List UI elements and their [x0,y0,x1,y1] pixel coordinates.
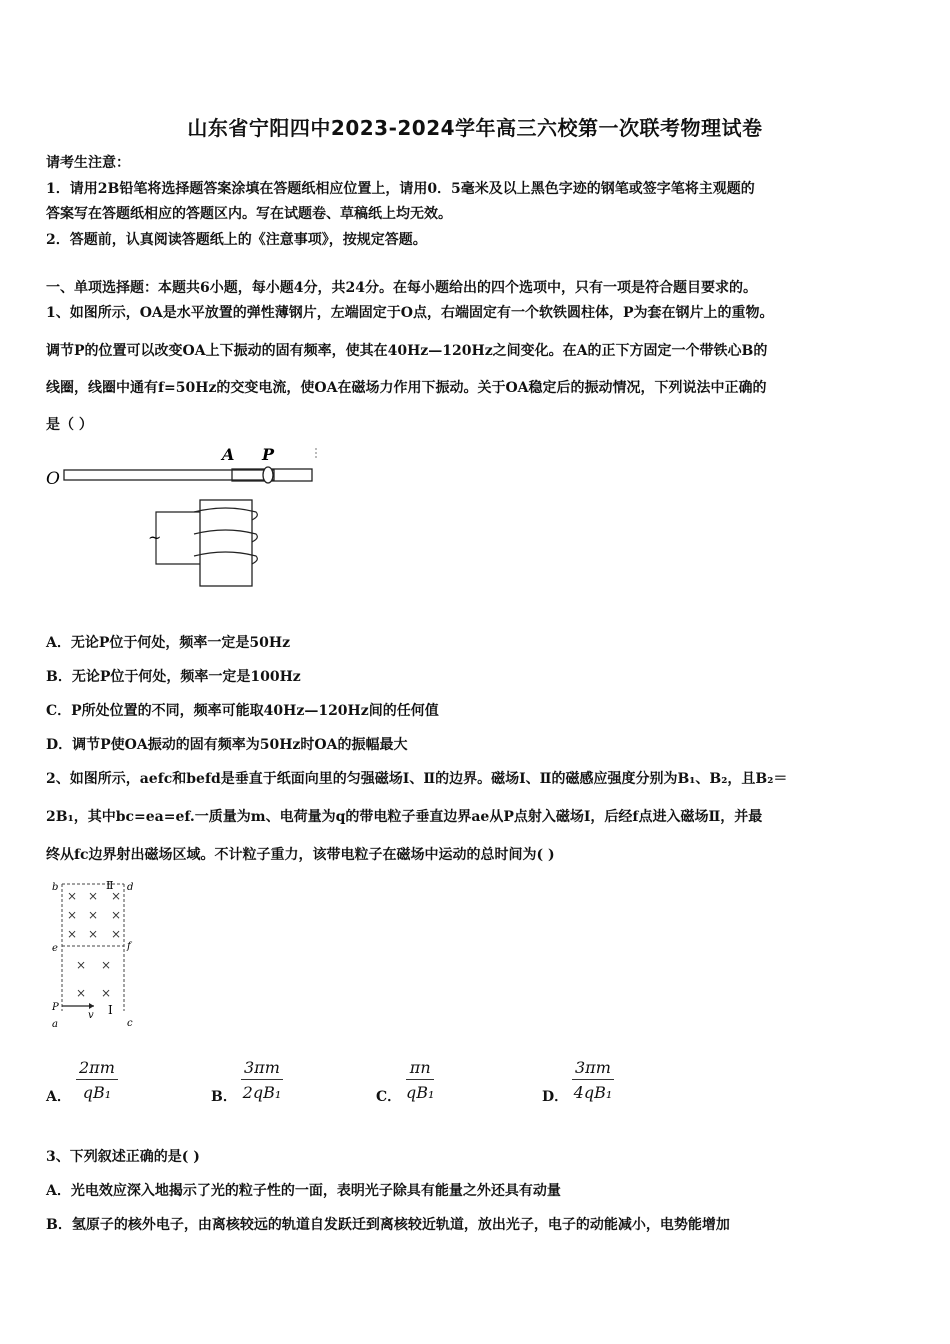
field-cross: × [111,927,122,941]
denominator: 4qB₁ [573,1083,613,1102]
field-cross: × [88,908,99,922]
field-cross: × [88,889,99,903]
label-P: P [52,1002,59,1013]
q2-option-d-fraction [572,1058,614,1102]
q2-option-c-fraction [406,1058,434,1102]
q2-option-a-fraction [76,1058,118,1102]
q2-text-line-3: 终从fc边界射出磁场区域。不计粒子重力，该带电粒子在磁场中运动的总时间为( ) [46,847,555,863]
iron-core-B [200,500,252,586]
q1-text-line-3: 线圈，线圈中通有f=50Hz的交变电流，使OA在磁场力作用下振动。关于OA稳定后的振动情况，下列说法中正确的 [46,380,767,396]
label-f: f [127,941,131,952]
q2-option-d-label: D． [542,1089,569,1105]
q2-option-c-label: C． [376,1089,402,1105]
q1-figure [44,440,334,592]
label-region-2: Ⅱ [106,879,114,892]
q2-option-a-label: A． [46,1089,71,1105]
q1-option-c[interactable]: C．P所处位置的不同，频率可能取40Hz—120Hz间的任何值 [46,703,439,719]
notice-item-2: 2．答题前，认真阅读答题纸上的《注意事项》，按规定答题。 [46,232,427,248]
ac-source-symbol: ~ [148,528,162,547]
notice-heading: 请考生注意： [46,155,130,171]
label-b: b [52,882,59,893]
q1-option-a[interactable]: A．无论P位于何处，频率一定是50Hz [46,635,291,651]
label-d: d [127,882,134,893]
field-cross: × [67,908,78,922]
section-1-heading: 一、单项选择题：本题共6小题，每小题4分，共24分。在每小题给出的四个选项中，只有一项是符合题目要求的。 [46,280,757,296]
q1-option-d[interactable]: D．调节P使OA振动的固有频率为50Hz时OA的振幅最大 [46,737,408,753]
q2-option-b-label: B． [211,1089,237,1105]
page-title: 山东省宁阳四中2023-2024学年高三六校第一次联考物理试卷 [187,116,763,140]
denominator: 2qB₁ [242,1083,282,1102]
field-cross: × [76,986,87,1000]
numerator: 3πm [241,1058,283,1080]
notice-item-1-line-1: 1．请用2B铅笔将选择题答案涂填在答题纸相应位置上，请用0．5毫米及以上黑色字迹的钢笔或签字笔将主观题的 [46,181,755,197]
q1-text-line-4: 是（ ） [46,417,93,433]
notice-item-1-line-2: 答案写在答题纸相应的答题区内。写在试题卷、草稿纸上均无效。 [46,206,452,222]
q3-option-a[interactable]: A．光电效应深入地揭示了光的粒子性的一面，表明光子除具有能量之外还具有动量 [46,1183,561,1199]
label-e: e [52,943,58,954]
q2-text-line-1: 2、如图所示，aefc和befd是垂直于纸面向里的匀强磁场Ⅰ、Ⅱ的边界。磁场Ⅰ、Ⅱ的磁感应强度分别为B₁、B₂，且B₂＝ [46,771,788,787]
numerator: πn [406,1058,434,1080]
steel-strip [64,470,274,480]
velocity-arrow-head [89,1003,94,1009]
denominator: qB₁ [406,1083,435,1102]
field-cross: × [76,958,87,972]
field-cross: × [101,958,112,972]
q2-text-line-2: 2B₁，其中bc=ea=ef.一质量为m、电荷量为q的带电粒子垂直边界ae从P点射入磁场Ⅰ，后经f点进入磁场Ⅱ，并最 [46,809,763,825]
numerator: 3πm [572,1058,614,1080]
field-cross: × [111,889,122,903]
denominator: qB₁ [82,1083,112,1102]
field-cross: × [111,908,122,922]
numerator: 2πm [76,1058,118,1080]
field-cross: × [67,927,78,941]
q2-options [46,1058,746,1118]
label-c: c [127,1018,133,1029]
q3-text-line-1: 3、下列叙述正确的是( ) [46,1149,200,1165]
field-cross: × [67,889,78,903]
label-a: a [52,1019,58,1030]
label-region-1: Ⅰ [108,1003,113,1017]
q1-text-line-2: 调节P的位置可以改变OA上下振动的固有频率，使其在40Hz—120Hz之间变化。在A的正下方固定一个带铁心B的 [46,343,768,359]
q3-option-b[interactable]: B．氢原子的核外电子，由离核较远的轨道自发跃迁到离核较近轨道，放出光子，电子的动能减小，电势能增加 [46,1217,730,1233]
q1-option-b[interactable]: B．无论P位于何处，频率一定是100Hz [46,669,301,685]
q2-option-b-fraction [241,1058,283,1102]
field-cross: × [101,986,112,1000]
field-cross: × [88,927,99,941]
label-A: A [222,445,235,464]
label-O: O [46,469,60,489]
q1-text-line-1: 1、如图所示，OA是水平放置的弹性薄钢片，左端固定于O点，右端固定有一个软铁圆柱体，P为套在钢片上的重物。 [46,305,774,321]
field-crosses [67,889,121,1000]
q2-figure [46,876,156,1036]
weight-P [263,467,273,483]
label-v: v [88,1010,94,1021]
coil-leads [156,512,200,564]
label-P: P [262,445,275,464]
coil-winding [194,508,257,564]
